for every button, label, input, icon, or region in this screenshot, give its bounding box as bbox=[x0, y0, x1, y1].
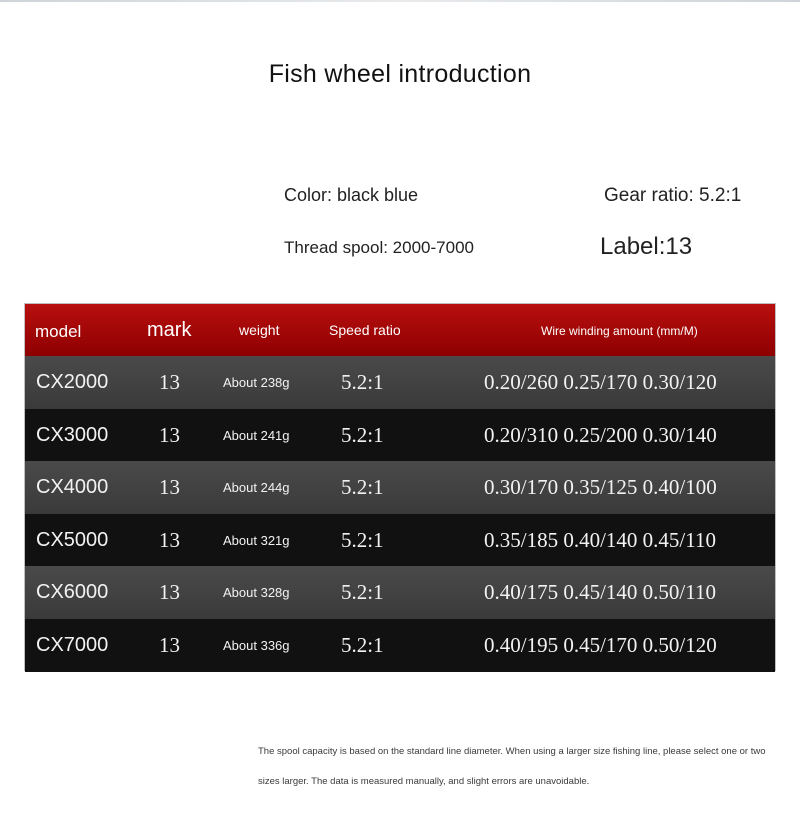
header-weight: weight bbox=[239, 322, 280, 338]
cell-wire-winding: 0.40/195 0.45/170 0.50/120 bbox=[484, 633, 717, 657]
table-row bbox=[25, 461, 775, 514]
table-row bbox=[25, 619, 775, 672]
spec-color: Color: black blue bbox=[284, 185, 419, 205]
footnote-line-2: sizes larger. The data is measured manually, and slight errors are unavoidable. bbox=[258, 776, 590, 787]
cell-speed-ratio: 5.2:1 bbox=[341, 423, 384, 447]
header-mark: mark bbox=[147, 319, 192, 341]
cell-speed-ratio: 5.2:1 bbox=[341, 370, 384, 394]
cell-mark: 13 bbox=[159, 423, 180, 447]
cell-weight: About 241g bbox=[223, 428, 290, 443]
table-row bbox=[25, 566, 775, 619]
cell-weight: About 336g bbox=[223, 638, 290, 653]
cell-wire-winding: 0.35/185 0.40/140 0.45/110 bbox=[484, 528, 716, 552]
cell-weight: About 321g bbox=[223, 533, 290, 548]
cell-model: CX5000 bbox=[36, 529, 109, 551]
spec-table bbox=[24, 303, 776, 671]
cell-wire-winding: 0.20/310 0.25/200 0.30/140 bbox=[484, 423, 717, 447]
cell-model: CX2000 bbox=[36, 371, 109, 393]
page-title: Fish wheel introduction bbox=[268, 60, 532, 88]
cell-speed-ratio: 5.2:1 bbox=[341, 475, 384, 499]
cell-weight: About 244g bbox=[223, 480, 290, 495]
spec-gear-ratio: Gear ratio: 5.2:1 bbox=[604, 185, 742, 206]
cell-wire-winding: 0.40/175 0.45/140 0.50/110 bbox=[484, 580, 716, 604]
table-row bbox=[25, 514, 775, 567]
spec-label: Label:13 bbox=[600, 233, 693, 260]
cell-mark: 13 bbox=[159, 475, 180, 499]
cell-model: CX6000 bbox=[36, 581, 109, 603]
cell-mark: 13 bbox=[159, 370, 180, 394]
cell-wire-winding: 0.20/260 0.25/170 0.30/120 bbox=[484, 370, 717, 394]
footnote-line-1: The spool capacity is based on the standard line diameter. When using a larger size fishing line, please select one or two bbox=[258, 746, 766, 757]
cell-model: CX3000 bbox=[36, 424, 109, 446]
cell-speed-ratio: 5.2:1 bbox=[341, 633, 384, 657]
spec-thread-spool: Thread spool: 2000-7000 bbox=[284, 238, 474, 257]
cell-mark: 13 bbox=[159, 633, 180, 657]
cell-mark: 13 bbox=[159, 580, 180, 604]
cell-wire-winding: 0.30/170 0.35/125 0.40/100 bbox=[484, 475, 717, 499]
cell-weight: About 238g bbox=[223, 375, 290, 390]
cell-model: CX4000 bbox=[36, 476, 109, 498]
cell-speed-ratio: 5.2:1 bbox=[341, 580, 384, 604]
table-row bbox=[25, 409, 775, 462]
header-wire-winding: Wire winding amount (mm/M) bbox=[541, 324, 698, 338]
table-row bbox=[25, 356, 775, 409]
header-model: model bbox=[35, 322, 82, 341]
header-speed-ratio: Speed ratio bbox=[329, 322, 401, 338]
cell-mark: 13 bbox=[159, 528, 180, 552]
cell-model: CX7000 bbox=[36, 634, 109, 656]
table-header bbox=[25, 304, 775, 356]
cell-speed-ratio: 5.2:1 bbox=[341, 528, 384, 552]
cell-weight: About 328g bbox=[223, 585, 290, 600]
top-divider bbox=[0, 0, 800, 2]
